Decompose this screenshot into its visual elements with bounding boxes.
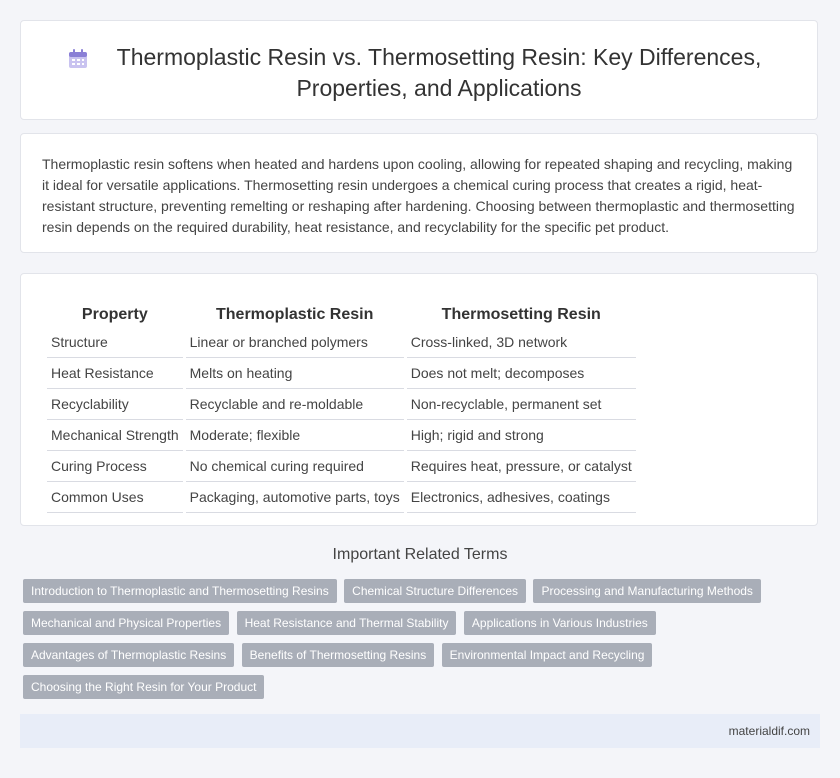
table-cell: Does not melt; decomposes <box>407 358 636 389</box>
related-term-tag[interactable]: Advantages of Thermoplastic Resins <box>23 643 234 667</box>
column-header: Thermosetting Resin <box>441 306 601 323</box>
table-cell: Moderate; flexible <box>186 420 404 451</box>
related-term-tag[interactable]: Benefits of Thermosetting Resins <box>242 643 435 667</box>
table-row <box>47 482 636 513</box>
header-card <box>20 20 818 120</box>
footer <box>20 714 820 748</box>
related-term-tag[interactable]: Introduction to Thermoplastic and Thermosetting Resins <box>23 579 337 603</box>
table-cell: Curing Process <box>47 451 183 482</box>
related-term-tag[interactable]: Choosing the Right Resin for Your Product <box>23 675 264 699</box>
column-header: Thermoplastic Resin <box>216 306 374 323</box>
calendar-icon <box>67 48 89 70</box>
page-title: Thermoplastic Resin vs. Thermosetting Resin: Key Differences, Properties, and Applications <box>116 44 762 101</box>
table-cell: Recyclability <box>47 389 183 420</box>
table-header-row <box>47 294 636 327</box>
table-cell: Cross-linked, 3D network <box>407 327 636 358</box>
table-cell: Common Uses <box>47 482 183 513</box>
table-cell: Structure <box>47 327 183 358</box>
table-cell: No chemical curing required <box>186 451 404 482</box>
table-cell: Mechanical Strength <box>47 420 183 451</box>
table-cell: Heat Resistance <box>47 358 183 389</box>
intro-card <box>20 133 818 253</box>
related-terms-list <box>23 579 803 707</box>
table-row <box>47 420 636 451</box>
intro-text: Thermoplastic resin softens when heated and hardens upon cooling, allowing for repeated shaping and recycling, making it ideal for versatile applications. Thermosetting resin undergoes a chemical curing process that creates a rigid, heat-resistant structure, preventing remelting or reshaping after hardening. Choosing between thermoplastic and thermosetting resin depends on the required durability, heat resistance, and recyclability for the specific pet product. <box>42 156 795 235</box>
table-cell: Non-recyclable, permanent set <box>407 389 636 420</box>
table-row <box>47 358 636 389</box>
table-cell: Electronics, adhesives, coatings <box>407 482 636 513</box>
title-wrap <box>21 42 817 104</box>
related-terms-heading: Important Related Terms <box>332 546 508 563</box>
table-row <box>47 327 636 358</box>
table-cell: High; rigid and strong <box>407 420 636 451</box>
related-term-tag[interactable]: Processing and Manufacturing Methods <box>533 579 760 603</box>
table-cell: Recyclable and re-moldable <box>186 389 404 420</box>
related-term-tag[interactable]: Environmental Impact and Recycling <box>442 643 653 667</box>
table-cell: Linear or branched polymers <box>186 327 404 358</box>
table-cell: Melts on heating <box>186 358 404 389</box>
table-cell: Requires heat, pressure, or catalyst <box>407 451 636 482</box>
related-term-tag[interactable]: Heat Resistance and Thermal Stability <box>237 611 457 635</box>
column-header: Property <box>81 306 148 323</box>
related-term-tag[interactable]: Mechanical and Physical Properties <box>23 611 229 635</box>
footer-site-link[interactable]: materialdif.com <box>728 724 810 738</box>
related-term-tag[interactable]: Chemical Structure Differences <box>344 579 526 603</box>
table-cell: Packaging, automotive parts, toys <box>186 482 404 513</box>
comparison-card <box>20 273 818 526</box>
table-row <box>47 451 636 482</box>
comparison-table <box>44 294 639 513</box>
table-row <box>47 389 636 420</box>
related-term-tag[interactable]: Applications in Various Industries <box>464 611 656 635</box>
